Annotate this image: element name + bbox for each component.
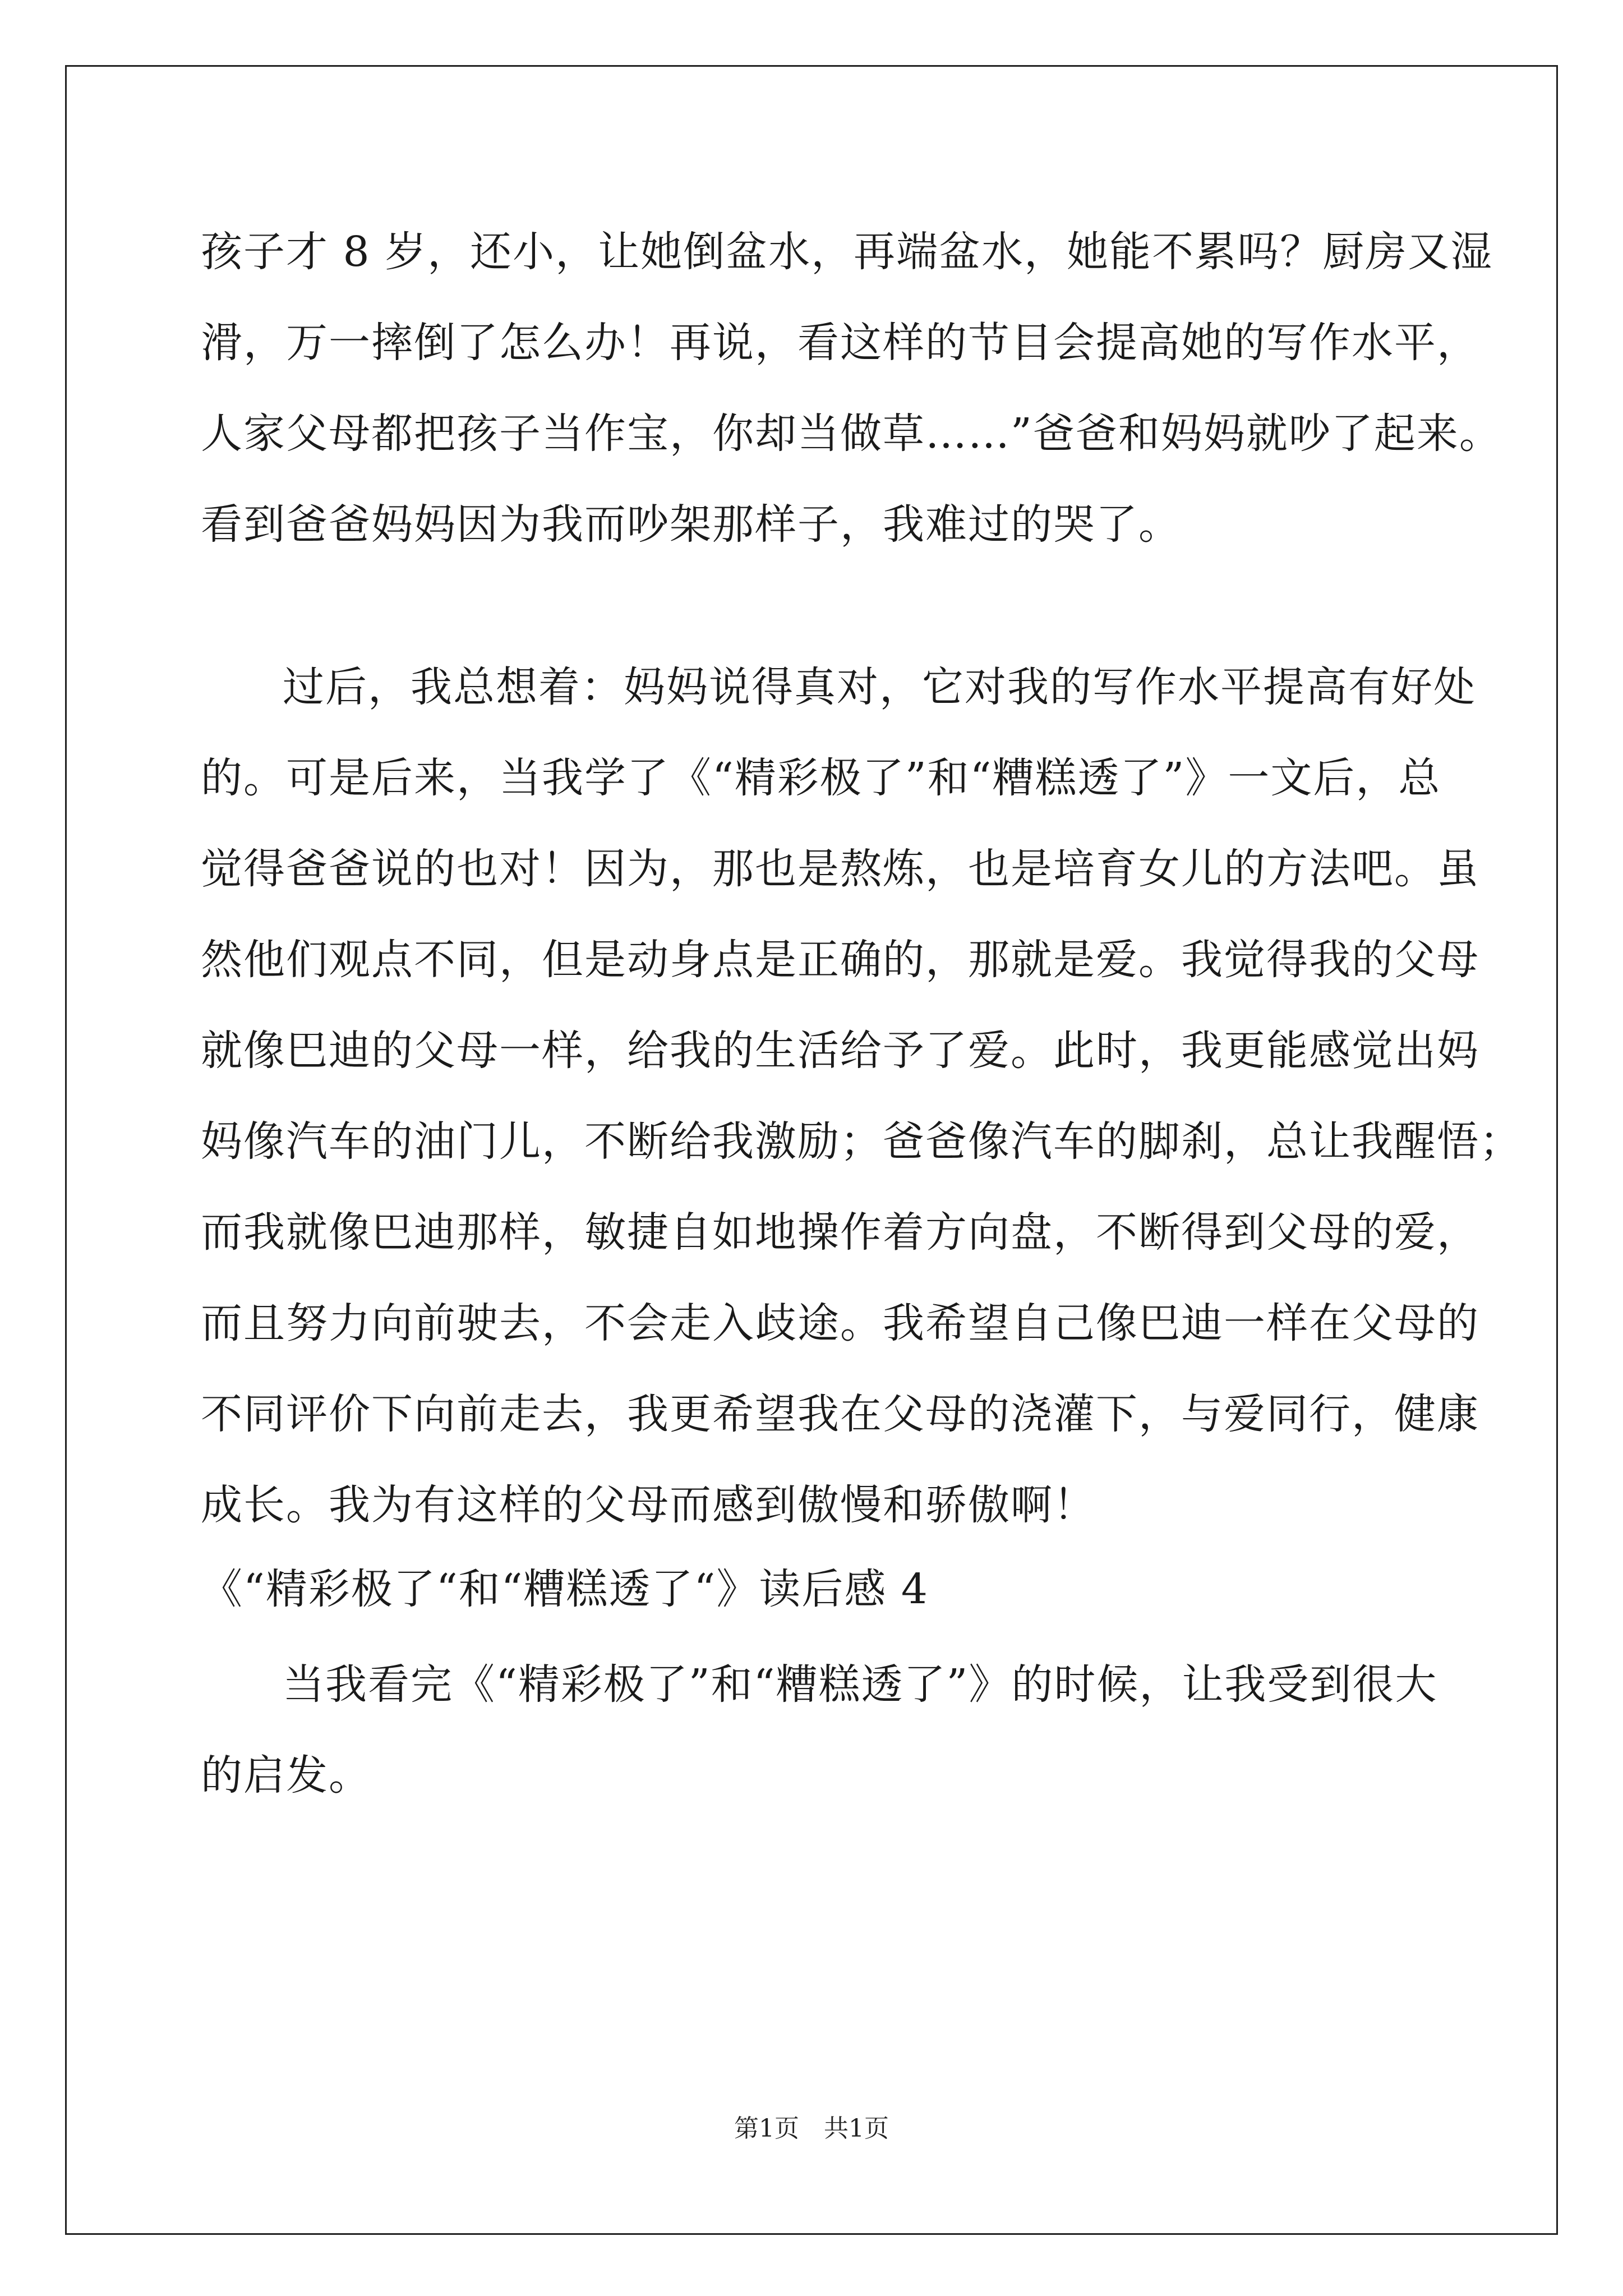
body-line: 成长。我为有这样的父母而感到傲慢和骄傲啊！: [201, 1481, 1096, 1529]
body-line: 过后，我总想着：妈妈说得真对，它对我的写作水平提高有好处: [283, 663, 1476, 711]
body-line: 的启发。: [201, 1751, 371, 1800]
page-footer: 第1页 共1页: [734, 2114, 889, 2143]
body-line: 就像巴迪的父母一样，给我的生活给予了爱。此时，我更能感觉出妈: [201, 1027, 1479, 1075]
body-line: 而且努力向前驶去，不会走入歧途。我希望自己像巴迪一样在父母的: [201, 1299, 1479, 1347]
body-line: 而我就像巴迪那样，敏捷自如地操作着方向盘，不断得到父母的爱，: [201, 1208, 1479, 1257]
body-line: 当我看完《“精彩极了”和“糟糕透了”》的时候，让我受到很大: [283, 1660, 1438, 1709]
body-line: 滑，万一摔倒了怎么办！再说，看这样的节目会提高她的写作水平，: [201, 319, 1479, 367]
body-line: 觉得爸爸说的也对！因为，那也是熬炼，也是培育女儿的方法吧。虽: [201, 845, 1479, 893]
body-line: 的。可是后来，当我学了《“精彩极了”和“糟糕透了”》一文后，总: [201, 754, 1441, 802]
body-line: 妈像汽车的油门儿，不断给我激励；爸爸像汽车的脚刹，总让我醒悟；: [201, 1117, 1522, 1166]
body-line: 看到爸爸妈妈因为我而吵架那样子，我难过的哭了。: [201, 500, 1181, 549]
body-line: 孩子才 8 岁，还小，让她倒盆水，再端盆水，她能不累吗？厨房又湿: [201, 228, 1493, 276]
body-line: 不同评价下向前走去，我更希望我在父母的浇灌下，与爱同行，健康: [201, 1390, 1479, 1438]
body-line: 然他们观点不同，但是动身点是正确的，那就是爱。我觉得我的父母: [201, 936, 1479, 984]
body-line: 人家父母都把孩子当作宝，你却当做草……”爸爸和妈妈就吵了起来。: [201, 409, 1502, 458]
section-heading: 《“精彩极了“和“糟糕透了“》读后感 4: [201, 1565, 929, 1613]
